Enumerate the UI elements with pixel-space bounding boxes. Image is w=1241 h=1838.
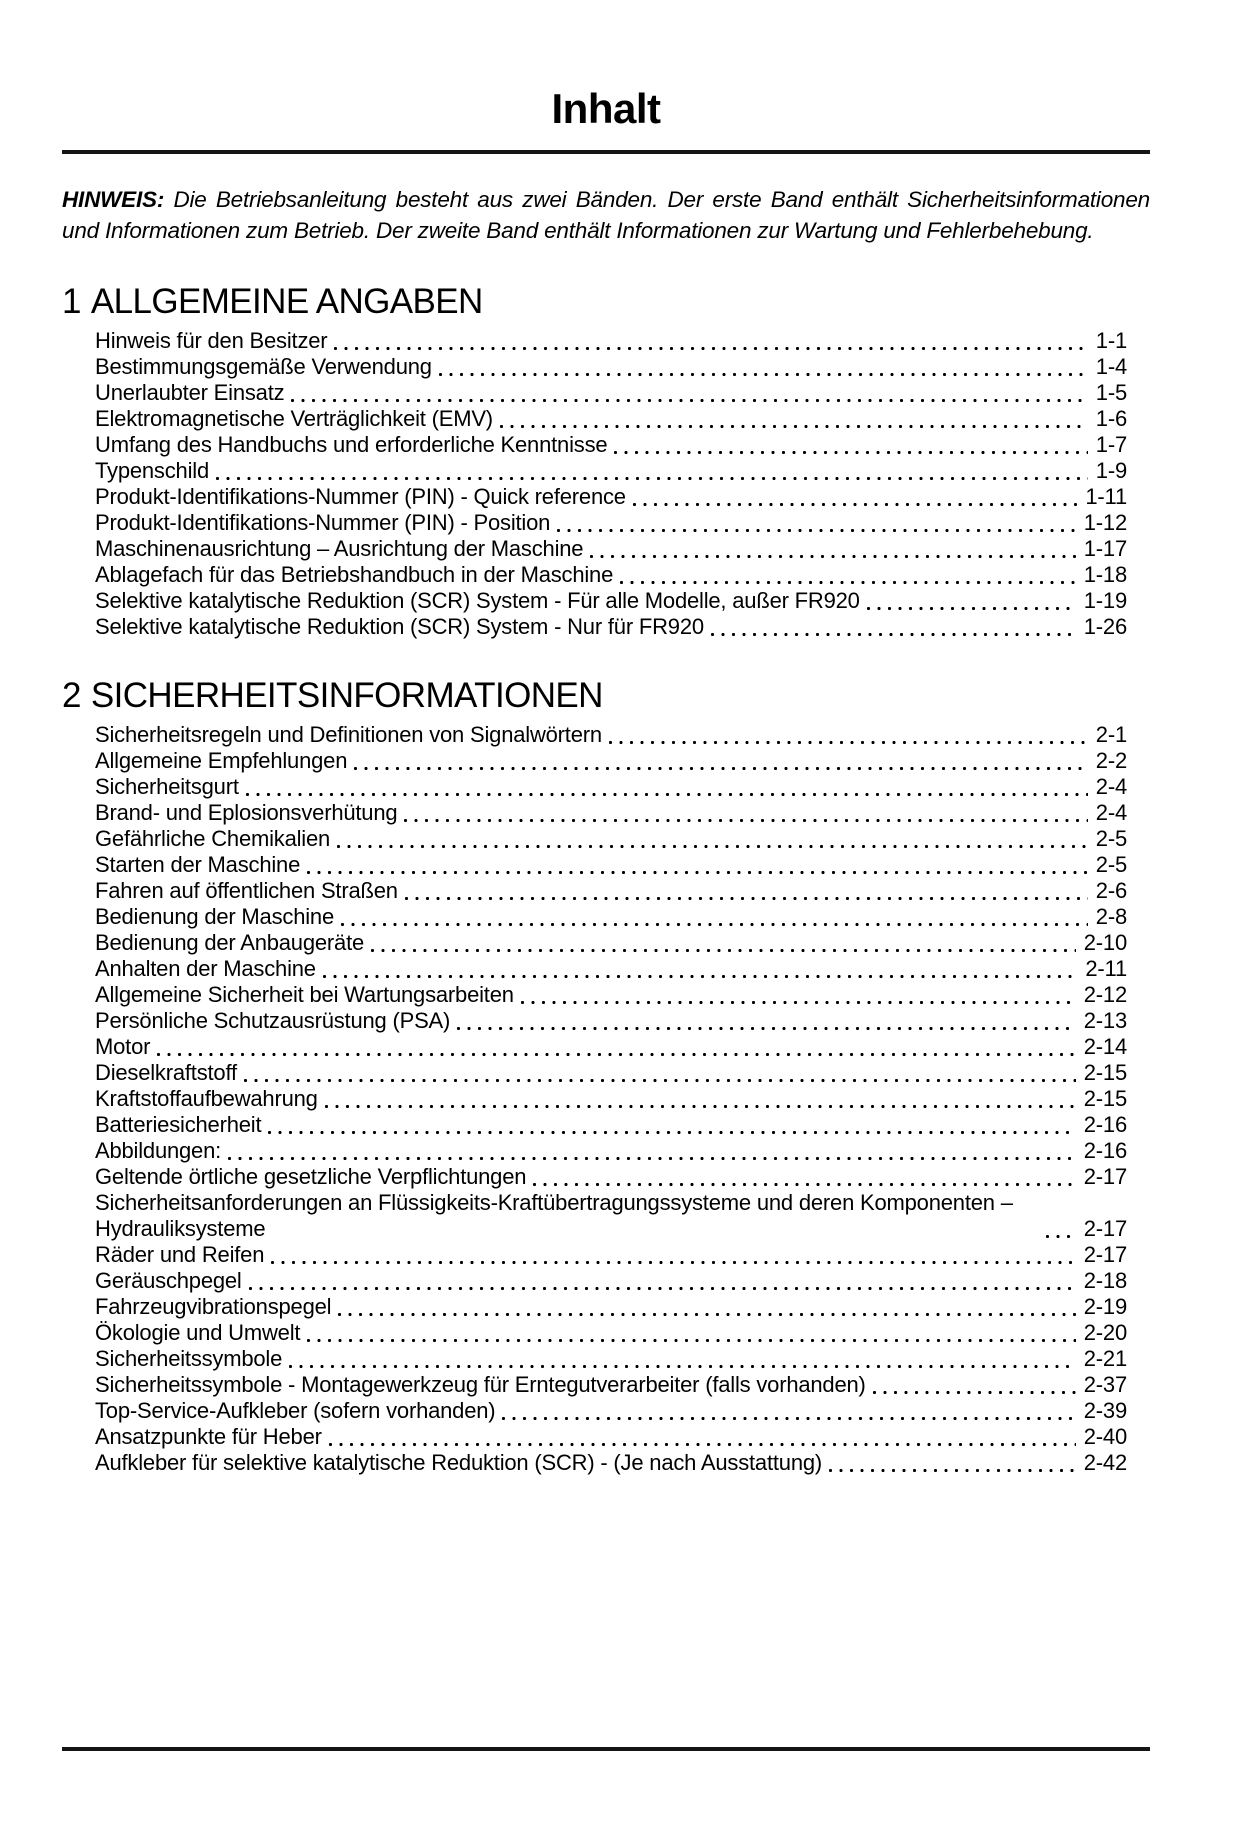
- toc-entry: [62, 510, 1150, 536]
- toc-entry-label: Anhalten der Maschine: [95, 956, 316, 981]
- dot-leader: [457, 1008, 1076, 1034]
- toc-entry-label: Batteriesicherheit: [95, 1112, 262, 1137]
- toc-entry: [62, 826, 1150, 852]
- toc-entry-label: Sicherheitsanforderungen an Flüssigkeits-Kraftübertragungssysteme und deren Komponenten – Hydrauliksysteme: [95, 1190, 1013, 1241]
- dot-leader: [329, 1424, 1076, 1450]
- section-heading: [62, 282, 1150, 322]
- toc-entry-page: 2-5: [1095, 826, 1127, 851]
- toc-entry-label: Aufkleber für selektive katalytische Reduktion (SCR) - (Je nach Ausstattung): [95, 1450, 823, 1475]
- dot-leader: [609, 722, 1088, 748]
- toc-entry-label: Bedienung der Anbaugeräte: [95, 930, 365, 955]
- toc-entry-page: 2-2: [1095, 748, 1127, 773]
- toc-section: [62, 676, 1150, 1476]
- toc-entry-page: 1-1: [1095, 328, 1127, 353]
- dot-leader: [1046, 1190, 1076, 1242]
- toc-entry-label: Selektive katalytische Reduktion (SCR) System - Für alle Modelle, außer FR920: [95, 588, 860, 613]
- toc-entry-page: 2-14: [1083, 1034, 1127, 1059]
- dot-leader: [246, 774, 1088, 800]
- toc-entry-label: Fahrzeugvibrationspegel: [95, 1294, 332, 1319]
- toc-entry-page: 2-4: [1095, 774, 1127, 799]
- dot-leader: [873, 1372, 1076, 1398]
- toc-entry-page: 2-12: [1083, 982, 1127, 1007]
- toc-entry-label: Hinweis für den Besitzer: [95, 328, 328, 353]
- toc-entry-page: 2-21: [1083, 1346, 1127, 1371]
- dot-leader: [341, 904, 1088, 930]
- toc-entry-label: Sicherheitsgurt: [95, 774, 239, 799]
- dot-leader: [711, 614, 1076, 640]
- dot-leader: [337, 826, 1088, 852]
- section-heading: [62, 676, 1150, 716]
- toc-entry-page: 1-5: [1095, 380, 1127, 405]
- toc-entry-page: 1-17: [1083, 536, 1127, 561]
- toc-entry: [62, 1190, 1150, 1242]
- footer-divider-rule: [62, 1747, 1150, 1751]
- dot-leader: [590, 536, 1075, 562]
- toc-entry: [62, 1138, 1150, 1164]
- dot-leader: [829, 1450, 1076, 1476]
- dot-leader: [867, 588, 1076, 614]
- toc-entry: [62, 614, 1150, 640]
- toc-entry-label: Motor: [95, 1034, 151, 1059]
- toc-entry-label: Brand- und Eplosionsverhütung: [95, 800, 398, 825]
- toc-entry-label: Allgemeine Sicherheit bei Wartungsarbeiten: [95, 982, 514, 1007]
- dot-leader: [157, 1034, 1076, 1060]
- toc-entry-page: 2-20: [1083, 1320, 1127, 1345]
- dot-leader: [216, 458, 1088, 484]
- toc-entry: [62, 354, 1150, 380]
- toc-entry: [62, 406, 1150, 432]
- toc-entry: [62, 328, 1150, 354]
- dot-leader: [268, 1112, 1075, 1138]
- dot-leader: [371, 930, 1076, 956]
- toc-entry-label: Selektive katalytische Reduktion (SCR) System - Nur für FR920: [95, 614, 704, 639]
- section-entries: [62, 328, 1150, 640]
- toc-entry-label: Allgemeine Empfehlungen: [95, 748, 348, 773]
- section-title: ALLGEMEINE ANGABEN: [90, 282, 483, 321]
- toc-entry-page: 1-19: [1083, 588, 1127, 613]
- toc-entry-page: 2-17: [1083, 1164, 1127, 1189]
- toc-entry-label: Sicherheitssymbole - Montagewerkzeug für Erntegutverarbeiter (falls vorhanden): [95, 1372, 866, 1397]
- toc-entry: [62, 484, 1150, 510]
- dot-leader: [307, 852, 1088, 878]
- toc-entry: [62, 562, 1150, 588]
- toc-entry-page: 2-13: [1083, 1008, 1127, 1033]
- toc-entry: [62, 1008, 1150, 1034]
- dot-leader: [249, 1268, 1076, 1294]
- toc-entry-label: Sicherheitssymbole: [95, 1346, 283, 1371]
- toc-entry-label: Bestimmungsgemäße Verwendung: [95, 354, 432, 379]
- toc-section: [62, 282, 1150, 640]
- toc-entry-page: 1-6: [1095, 406, 1127, 431]
- toc-entry: [62, 1086, 1150, 1112]
- toc-entry: [62, 380, 1150, 406]
- title-divider-rule: [62, 150, 1150, 154]
- toc-entry-page: 2-39: [1083, 1398, 1127, 1423]
- dot-leader: [533, 1164, 1075, 1190]
- toc-entry-label: Ablagefach für das Betriebshandbuch in der Maschine: [95, 562, 614, 587]
- toc-entry-page: 1-4: [1095, 354, 1127, 379]
- toc-entry: [62, 1268, 1150, 1294]
- dot-leader: [323, 956, 1078, 982]
- toc-entry: [62, 1164, 1150, 1190]
- toc-entry: [62, 956, 1150, 982]
- toc-entry-label: Produkt-Identifikations-Nummer (PIN) - Quick reference: [95, 484, 626, 509]
- toc-entry-page: 1-11: [1085, 484, 1127, 509]
- toc-entry: [62, 432, 1150, 458]
- toc-entry-page: 2-15: [1083, 1086, 1127, 1111]
- section-title: SICHERHEITSINFORMATIONEN: [90, 676, 603, 715]
- toc-entry-page: 2-6: [1095, 878, 1127, 903]
- toc-entry: [62, 1398, 1150, 1424]
- toc-entry-label: Ansatzpunkte für Heber: [95, 1424, 322, 1449]
- toc-entry-page: 2-10: [1083, 930, 1127, 955]
- dot-leader: [620, 562, 1076, 588]
- toc-entry: [62, 1450, 1150, 1476]
- toc-entry-page: 1-9: [1095, 458, 1127, 483]
- toc-entry-label: Persönliche Schutzausrüstung (PSA): [95, 1008, 451, 1033]
- toc-entry: [62, 982, 1150, 1008]
- toc-entry-page: 2-5: [1095, 852, 1127, 877]
- note-paragraph: [62, 184, 1150, 246]
- toc-entry-page: 1-7: [1095, 432, 1127, 457]
- toc-entry-page: 2-18: [1083, 1268, 1127, 1293]
- toc-entry: [62, 904, 1150, 930]
- toc-entry-label: Dieselkraftstoff: [95, 1060, 237, 1085]
- toc-entry: [62, 1424, 1150, 1450]
- toc-entry: [62, 1242, 1150, 1268]
- toc-entry-label: Geltende örtliche gesetzliche Verpflichtungen: [95, 1164, 527, 1189]
- toc-entry-page: 2-16: [1083, 1112, 1127, 1137]
- document-page: [0, 84, 1241, 1838]
- toc-entry-label: Typenschild: [95, 458, 209, 483]
- toc-entry-page: 1-12: [1083, 510, 1127, 535]
- toc-entry: [62, 1060, 1150, 1086]
- dot-leader: [307, 1320, 1075, 1346]
- toc-entry-page: 1-26: [1083, 614, 1127, 639]
- toc-entry-page: 2-40: [1083, 1424, 1127, 1449]
- toc-entry-page: 2-37: [1083, 1372, 1127, 1397]
- dot-leader: [502, 1398, 1075, 1424]
- toc-entry: [62, 878, 1150, 904]
- dot-leader: [228, 1138, 1076, 1164]
- dot-leader: [500, 406, 1088, 432]
- toc-entry: [62, 536, 1150, 562]
- dot-leader: [354, 748, 1088, 774]
- dot-leader: [633, 484, 1078, 510]
- dot-leader: [405, 878, 1088, 904]
- section-number: 2: [62, 676, 81, 715]
- toc-sections: [62, 282, 1150, 1476]
- toc-entry-label: Gefährliche Chemikalien: [95, 826, 331, 851]
- toc-entry-page: 2-42: [1083, 1450, 1127, 1475]
- toc-entry: [62, 1346, 1150, 1372]
- dot-leader: [334, 328, 1087, 354]
- toc-entry-page: 2-11: [1085, 956, 1127, 981]
- toc-entry-label: Ökologie und Umwelt: [95, 1320, 301, 1345]
- toc-entry-label: Starten der Maschine: [95, 852, 301, 877]
- page-title: Inhalt: [551, 85, 661, 132]
- dot-leader: [289, 1346, 1076, 1372]
- toc-entry: [62, 1034, 1150, 1060]
- toc-entry-page: 2-16: [1083, 1138, 1127, 1163]
- toc-entry: [62, 588, 1150, 614]
- toc-entry-label: Kraftstoffaufbewahrung: [95, 1086, 318, 1111]
- toc-entry-page: 2-17: [1083, 1216, 1127, 1241]
- note-label: HINWEIS:: [62, 187, 165, 212]
- dot-leader: [557, 510, 1076, 536]
- note-text: Die Betriebsanleitung besteht aus zwei Bänden. Der erste Band enthält Sicherheitsinformationen und Informationen zum Betrieb. Der zweite Band enthält Informationen zur Wartung und Fehlerbehebung.: [62, 187, 1150, 243]
- toc-entry: [62, 748, 1150, 774]
- toc-entry-label: Unerlaubter Einsatz: [95, 380, 285, 405]
- toc-entry: [62, 852, 1150, 878]
- toc-entry-label: Produkt-Identifikations-Nummer (PIN) - Position: [95, 510, 551, 535]
- toc-entry: [62, 458, 1150, 484]
- toc-entry: [62, 800, 1150, 826]
- toc-entry: [62, 1320, 1150, 1346]
- dot-leader: [338, 1294, 1075, 1320]
- toc-entry-page: 2-4: [1095, 800, 1127, 825]
- toc-entry: [62, 1112, 1150, 1138]
- dot-leader: [325, 1086, 1076, 1112]
- toc-entry-label: Umfang des Handbuchs und erforderliche Kenntnisse: [95, 432, 608, 457]
- toc-entry-label: Sicherheitsregeln und Definitionen von Signalwörtern: [95, 722, 602, 747]
- toc-entry: [62, 722, 1150, 748]
- toc-entry-page: 2-17: [1083, 1242, 1127, 1267]
- dot-leader: [404, 800, 1087, 826]
- section-entries: [62, 722, 1150, 1476]
- toc-entry-page: 2-8: [1095, 904, 1127, 929]
- toc-entry-label: Geräuschpegel: [95, 1268, 242, 1293]
- toc-entry-label: Maschinenausrichtung – Ausrichtung der Maschine: [95, 536, 584, 561]
- toc-entry: [62, 774, 1150, 800]
- toc-entry-label: Räder und Reifen: [95, 1242, 265, 1267]
- toc-entry: [62, 1372, 1150, 1398]
- toc-entry-label: Top-Service-Aufkleber (sofern vorhanden): [95, 1398, 496, 1423]
- toc-entry-label: Fahren auf öffentlichen Straßen: [95, 878, 398, 903]
- section-number: 1: [62, 282, 81, 321]
- toc-entry-page: 2-1: [1095, 722, 1127, 747]
- toc-entry-page: 2-15: [1083, 1060, 1127, 1085]
- toc-entry-label: Bedienung der Maschine: [95, 904, 334, 929]
- toc-entry: [62, 1294, 1150, 1320]
- toc-entry-label: Abbildungen:: [95, 1138, 222, 1163]
- dot-leader: [244, 1060, 1076, 1086]
- toc-entry-page: 2-19: [1083, 1294, 1127, 1319]
- dot-leader: [291, 380, 1087, 406]
- toc-entry: [62, 930, 1150, 956]
- dot-leader: [271, 1242, 1076, 1268]
- toc-entry-page: 1-18: [1083, 562, 1127, 587]
- dot-leader: [521, 982, 1076, 1008]
- dot-leader: [614, 432, 1087, 458]
- toc-entry-label: Elektromagnetische Verträglichkeit (EMV): [95, 406, 493, 431]
- dot-leader: [439, 354, 1088, 380]
